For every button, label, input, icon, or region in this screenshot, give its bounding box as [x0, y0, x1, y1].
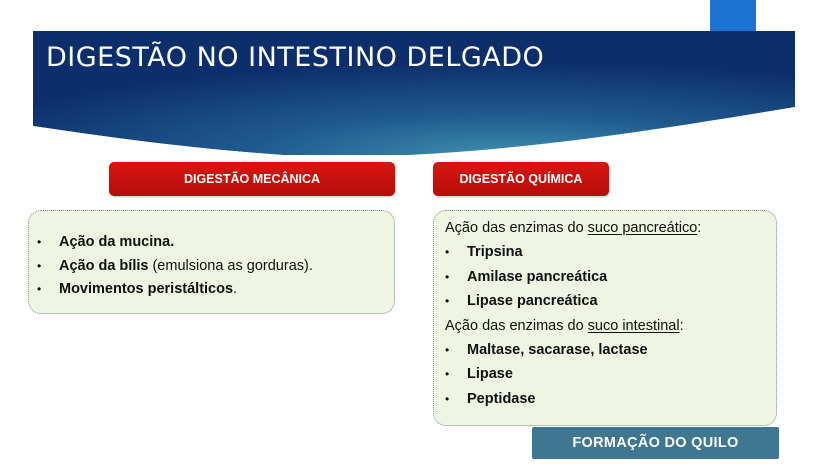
- bullet-icon: •: [37, 282, 42, 296]
- list-item: [37, 231, 394, 255]
- bullet-icon: •: [445, 294, 450, 308]
- digestao-quimica-label: DIGESTÃO QUÍMICA: [433, 162, 609, 196]
- formacao-do-quilo-button[interactable]: FORMAÇÃO DO QUILO: [532, 427, 779, 459]
- list-item: • Peptidase: [445, 387, 776, 412]
- bullet-icon: •: [445, 391, 450, 406]
- page-title: DIGESTÃO NO INTESTINO DELGADO: [46, 42, 545, 73]
- list-item: [37, 255, 394, 279]
- pancreatic-enzyme-list: [445, 240, 776, 314]
- bullet-icon: •: [445, 342, 450, 357]
- intestinal-enzyme-list: [445, 338, 776, 412]
- quimica-box: [433, 210, 777, 426]
- item-bold-text: Ação da bílis: [59, 257, 149, 274]
- list-item: [37, 278, 394, 302]
- item-text: (emulsiona as gorduras).: [148, 257, 313, 274]
- list-item: • Lipase: [445, 362, 776, 387]
- item-bold-text: Ação da mucina.: [59, 234, 175, 250]
- mecanica-box: [28, 210, 395, 314]
- digestao-mecanica-label: DIGESTÃO MECÂNICA: [109, 162, 395, 196]
- suco-intestinal-term: suco intestinal: [587, 317, 680, 334]
- bullet-icon: •: [37, 235, 42, 249]
- bullet-icon: •: [37, 258, 42, 273]
- list-item: • Amilase pancreática: [445, 265, 776, 290]
- item-bold-text: Movimentos peristálticos: [59, 281, 234, 297]
- list-item: • Lipase pancreática: [445, 289, 776, 314]
- list-item: • Tripsina: [445, 240, 776, 265]
- suco-pancreatico-term: suco pancreático: [587, 220, 698, 236]
- bullet-icon: •: [445, 245, 450, 259]
- bullet-icon: •: [445, 367, 450, 381]
- mecanica-list: [37, 231, 394, 302]
- suco-pancreatico-heading: Ação das enzimas do suco pancreático:: [445, 220, 702, 236]
- suco-intestinal-heading: Ação das enzimas do suco intestinal:: [445, 317, 684, 334]
- list-item: • Maltase, sacarase, lactase: [445, 338, 776, 363]
- bullet-icon: •: [445, 269, 450, 284]
- item-text: .: [233, 281, 238, 297]
